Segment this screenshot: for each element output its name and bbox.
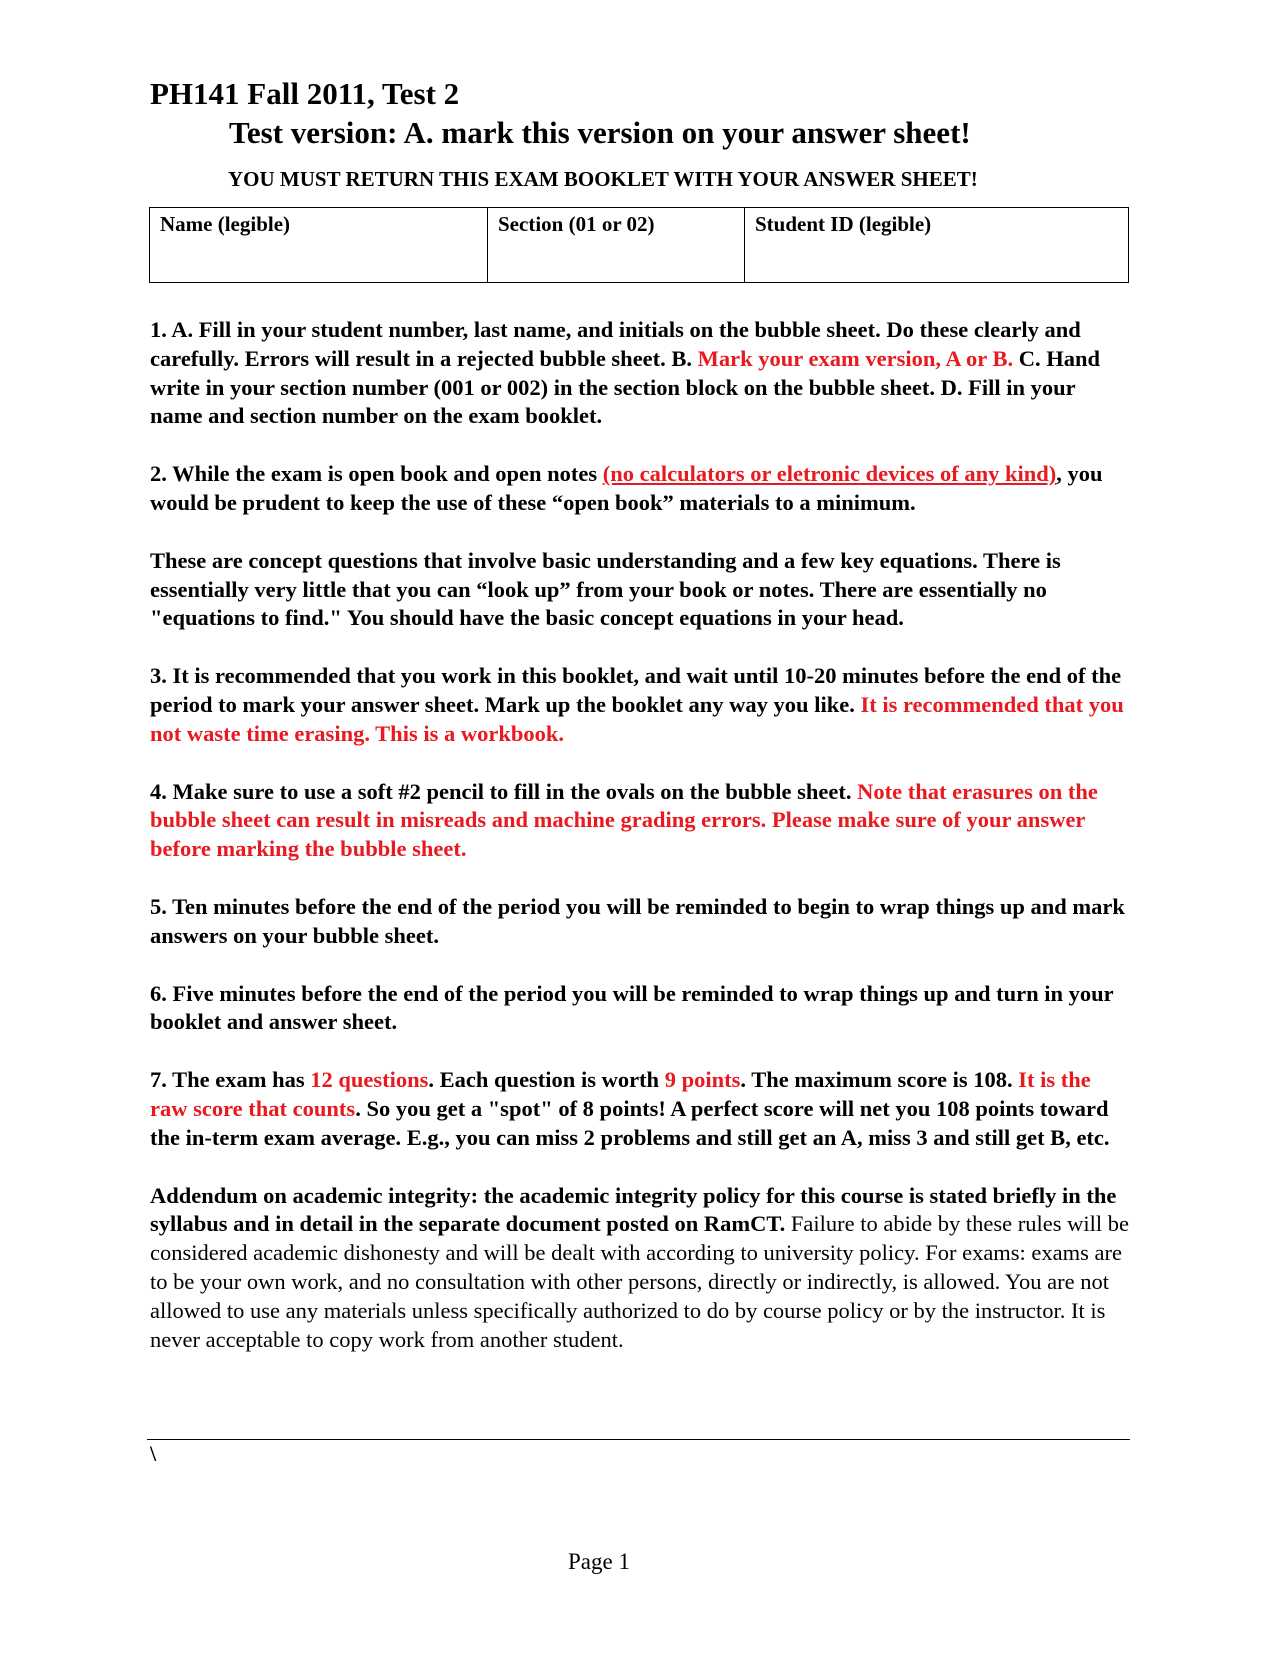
concept-note: These are concept questions that involve basic understanding and a few key equations. There is essentially very little that you can “look up” from your book or notes. There are essentially no "equations to find." You should have the basic concept equations in your head.	[150, 547, 1061, 631]
instruction-5: 5. Ten minutes before the end of the period you will be reminded to begin to wrap things up and mark answers on your bubble sheet.	[150, 893, 1125, 948]
page-number: Page 1	[568, 1549, 630, 1574]
instruction-4	[150, 778, 1130, 864]
instruction-3	[150, 662, 1130, 748]
instruction-7	[150, 1066, 1130, 1152]
instruction-2-text-end: , you would be prudent to keep the use of these “open book” materials to a minimum.	[150, 461, 1103, 515]
return-booklet-warning: YOU MUST RETURN THIS EXAM BOOKLET WITH YOUR ANSWER SHEET!	[228, 167, 978, 191]
addendum-body: Failure to abide by these rules will be considered academic dishonesty and will be dealt with according to university policy. For exams: exams are to be your own work, and no consultation with other persons, directly or indirectly, is allowed. You are not allowed to use any materials unless specifically authorized to do by course policy or by the instructor. It is never acceptable to copy work from another student.	[150, 1211, 1129, 1352]
section-field[interactable]	[488, 208, 745, 283]
instruction-7-text-3: . The maximum score is 108.	[740, 1067, 1019, 1093]
instruction-7-text-2: . Each question is worth	[428, 1067, 665, 1093]
divider-line	[147, 1439, 1130, 1440]
exam-title: PH141 Fall 2011, Test 2	[150, 76, 460, 111]
instruction-3-text: 3. It is recommended that you work in this booklet, and wait until 10-20 minutes before the end of the period to mark your answer sheet. Mark up the booklet any way you like.	[150, 663, 1122, 717]
question-count: 12 questions	[310, 1067, 429, 1093]
instruction-6: 6. Five minutes before the end of the period you will be reminded to wrap things up and turn in your booklet and answer sheet.	[150, 980, 1114, 1035]
points-per-question: 9 points	[664, 1067, 741, 1093]
addendum-heading: Addendum on academic integrity: the academic integrity policy for this course is stated briefly in the syllabus and in detail in the separate document posted on RamCT.	[150, 1182, 1117, 1237]
instruction-7-text: 7. The exam has	[150, 1067, 311, 1093]
instruction-1-highlight: Mark your exam version, A or B.	[697, 345, 1014, 371]
instruction-3-highlight: It is recommended that you not waste time erasing. This is a workbook.	[150, 691, 1124, 746]
instruction-1-text-end: C. Hand write in your section number (001 or 002) in the section block on the bubble sheet. D. Fill in your name and section number on the exam booklet.	[150, 345, 1100, 429]
section-label: Section (01 or 02)	[498, 212, 655, 236]
instruction-7-text-4: . So you get a "spot" of 8 points! A perfect score will net you 108 points toward the in-term exam average. E.g., you can miss 2 problems and still get an A, miss 3 and still get B, etc.	[150, 1095, 1110, 1150]
instruction-2	[150, 460, 1130, 518]
instruction-4-text: 4. Make sure to use a soft #2 pencil to fill in the ovals on the bubble sheet.	[150, 778, 858, 804]
student-id-label: Student ID (legible)	[755, 212, 932, 236]
test-version-line: Test version: A. mark this version on your answer sheet!	[229, 115, 971, 150]
instruction-4-highlight: Note that erasures on the bubble sheet can result in misreads and machine grading errors. Please make sure of your answer before marking the bubble sheet.	[150, 778, 1098, 862]
instructions	[150, 316, 1130, 1383]
name-label: Name (legible)	[160, 212, 291, 236]
instruction-2-text: 2. While the exam is open book and open notes	[150, 461, 603, 487]
instruction-1	[150, 316, 1130, 431]
name-field[interactable]	[150, 208, 488, 283]
raw-score-note: It is the raw score that counts	[150, 1067, 1091, 1121]
academic-integrity-addendum	[150, 1182, 1130, 1355]
student-id-field[interactable]	[745, 208, 1129, 283]
student-info-table	[149, 207, 1129, 283]
instruction-2-highlight: (no calculators or eletronic devices of any kind)	[602, 461, 1057, 487]
instruction-1-text: 1. A. Fill in your student number, last name, and initials on the bubble sheet. Do these clearly and carefully. Errors will result in a rejected bubble sheet. B.	[150, 317, 1081, 371]
stray-mark: \	[150, 1441, 157, 1466]
